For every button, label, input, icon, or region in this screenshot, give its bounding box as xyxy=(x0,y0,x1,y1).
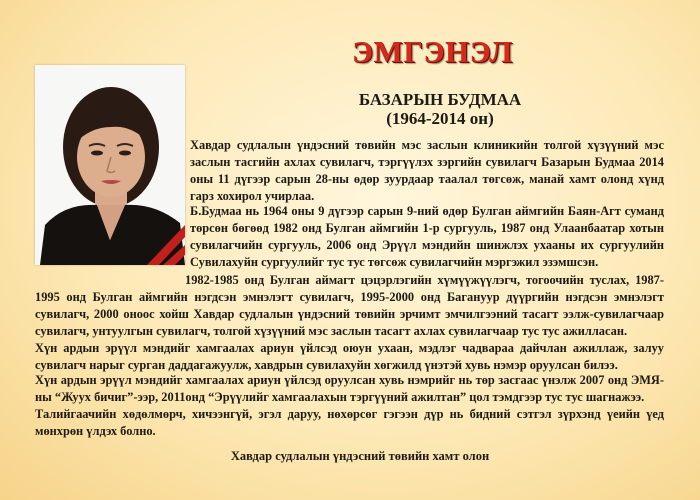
person-years: (1964-2014 он) xyxy=(386,109,494,128)
person-name: БАЗАРЫН БУДМАА xyxy=(358,90,522,109)
paragraph-4: Хүн ардын эрүүл мэндийг хамгаалах ариун үйлсэд оюун ухаан, мэдлэг чадвараа дайчлан ажиллаж, залуу сувилагч нарыг сурган даддагажуулж, хавдрын сувилахуйн хөгжилд үнэтэй хувь нэмэр оруулсан билээ. xyxy=(35,341,664,372)
portrait-image xyxy=(35,65,185,265)
person-name-block xyxy=(300,90,580,128)
page-heading: ЭМГЭНЭЛ xyxy=(352,34,513,69)
paragraph-5: Хүн ардын эрүүл мэндийг хамгаалах ариун үйлсэд оруулсан хувь нэмрийг нь төр засгаас үнэлж 2007 онд ЭМЯ-ны “Жуух бичиг”-ээр, 2011онд “Эрүүлийг хамгаалахын тэргүүний ажилтан” цол тэмдгээр тус тус шагнажээ. xyxy=(35,373,664,404)
paragraph-3: 1982-1985 онд Булган аймагт цэцэрлэгийн хүмүүжүүлэгч, тогоочийн туслах, 1987-1995 онд Булган аймгийн нэгдсэн эмнэлэгт сувилагч, 1995-2000 онд Багануур дүүргийн нэгдсэн эмнэлэгт сувилагч, 2000 оноос хойш Хавдар судлалын үндэсний төвийн эрчимт эмчилгээний тасагт ээлж-сувилагчаар сувилагч, унтуулгын сувилагч, толгой хүзүүний мэс заслын тасагт ахлах сувилагчаар тус тус ажилласан. xyxy=(35,273,664,338)
paragraph-6: Талийгаачийн хөдөлмөрч, хичээнгүй, эгэл даруу, нөхөрсөг гэгээн дүр нь бидний сэтгэл зүрхэнд үеийн үед мөнхрөн үлдэх болно. xyxy=(35,407,664,438)
paragraph-1: Хавдар судлалын үндэсний төвийн мэс заслын клиникийн толгой хүзүүний мэс заслын тасгийн ахлах сувилагч, тэргүүлэх зэргийн сувилагч Базарын Будмаа 2014 оны 11 дүгээр сарын 28-ны өдөр зуурдаар таалал төгсөж, манай хамт олонд хүнд гарз хохирол учирлаа. xyxy=(190,138,664,203)
signature-line: Хавдар судлалын үндэсний төвийн хамт олон xyxy=(230,449,490,463)
paragraph-2: Б.Будмаа нь 1964 оны 9 дүгээр сарын 9-ний өдөр Булган аймгийн Баян-Агт суманд төрсөн бөгөөд 1982 онд Булган аймгийн 1-р сургууль, 1987 онд Улаанбаатар хотын сувилагчийн сургууль, 2006 онд Эрүүл мэндийн шинжлэх ухааны их сургуулийн Сувилахуйн сургуулийг тус тус төгсөж сувилагчийн мэргэжил эзэмшсэн. xyxy=(190,204,664,269)
portrait-photo xyxy=(35,65,185,265)
